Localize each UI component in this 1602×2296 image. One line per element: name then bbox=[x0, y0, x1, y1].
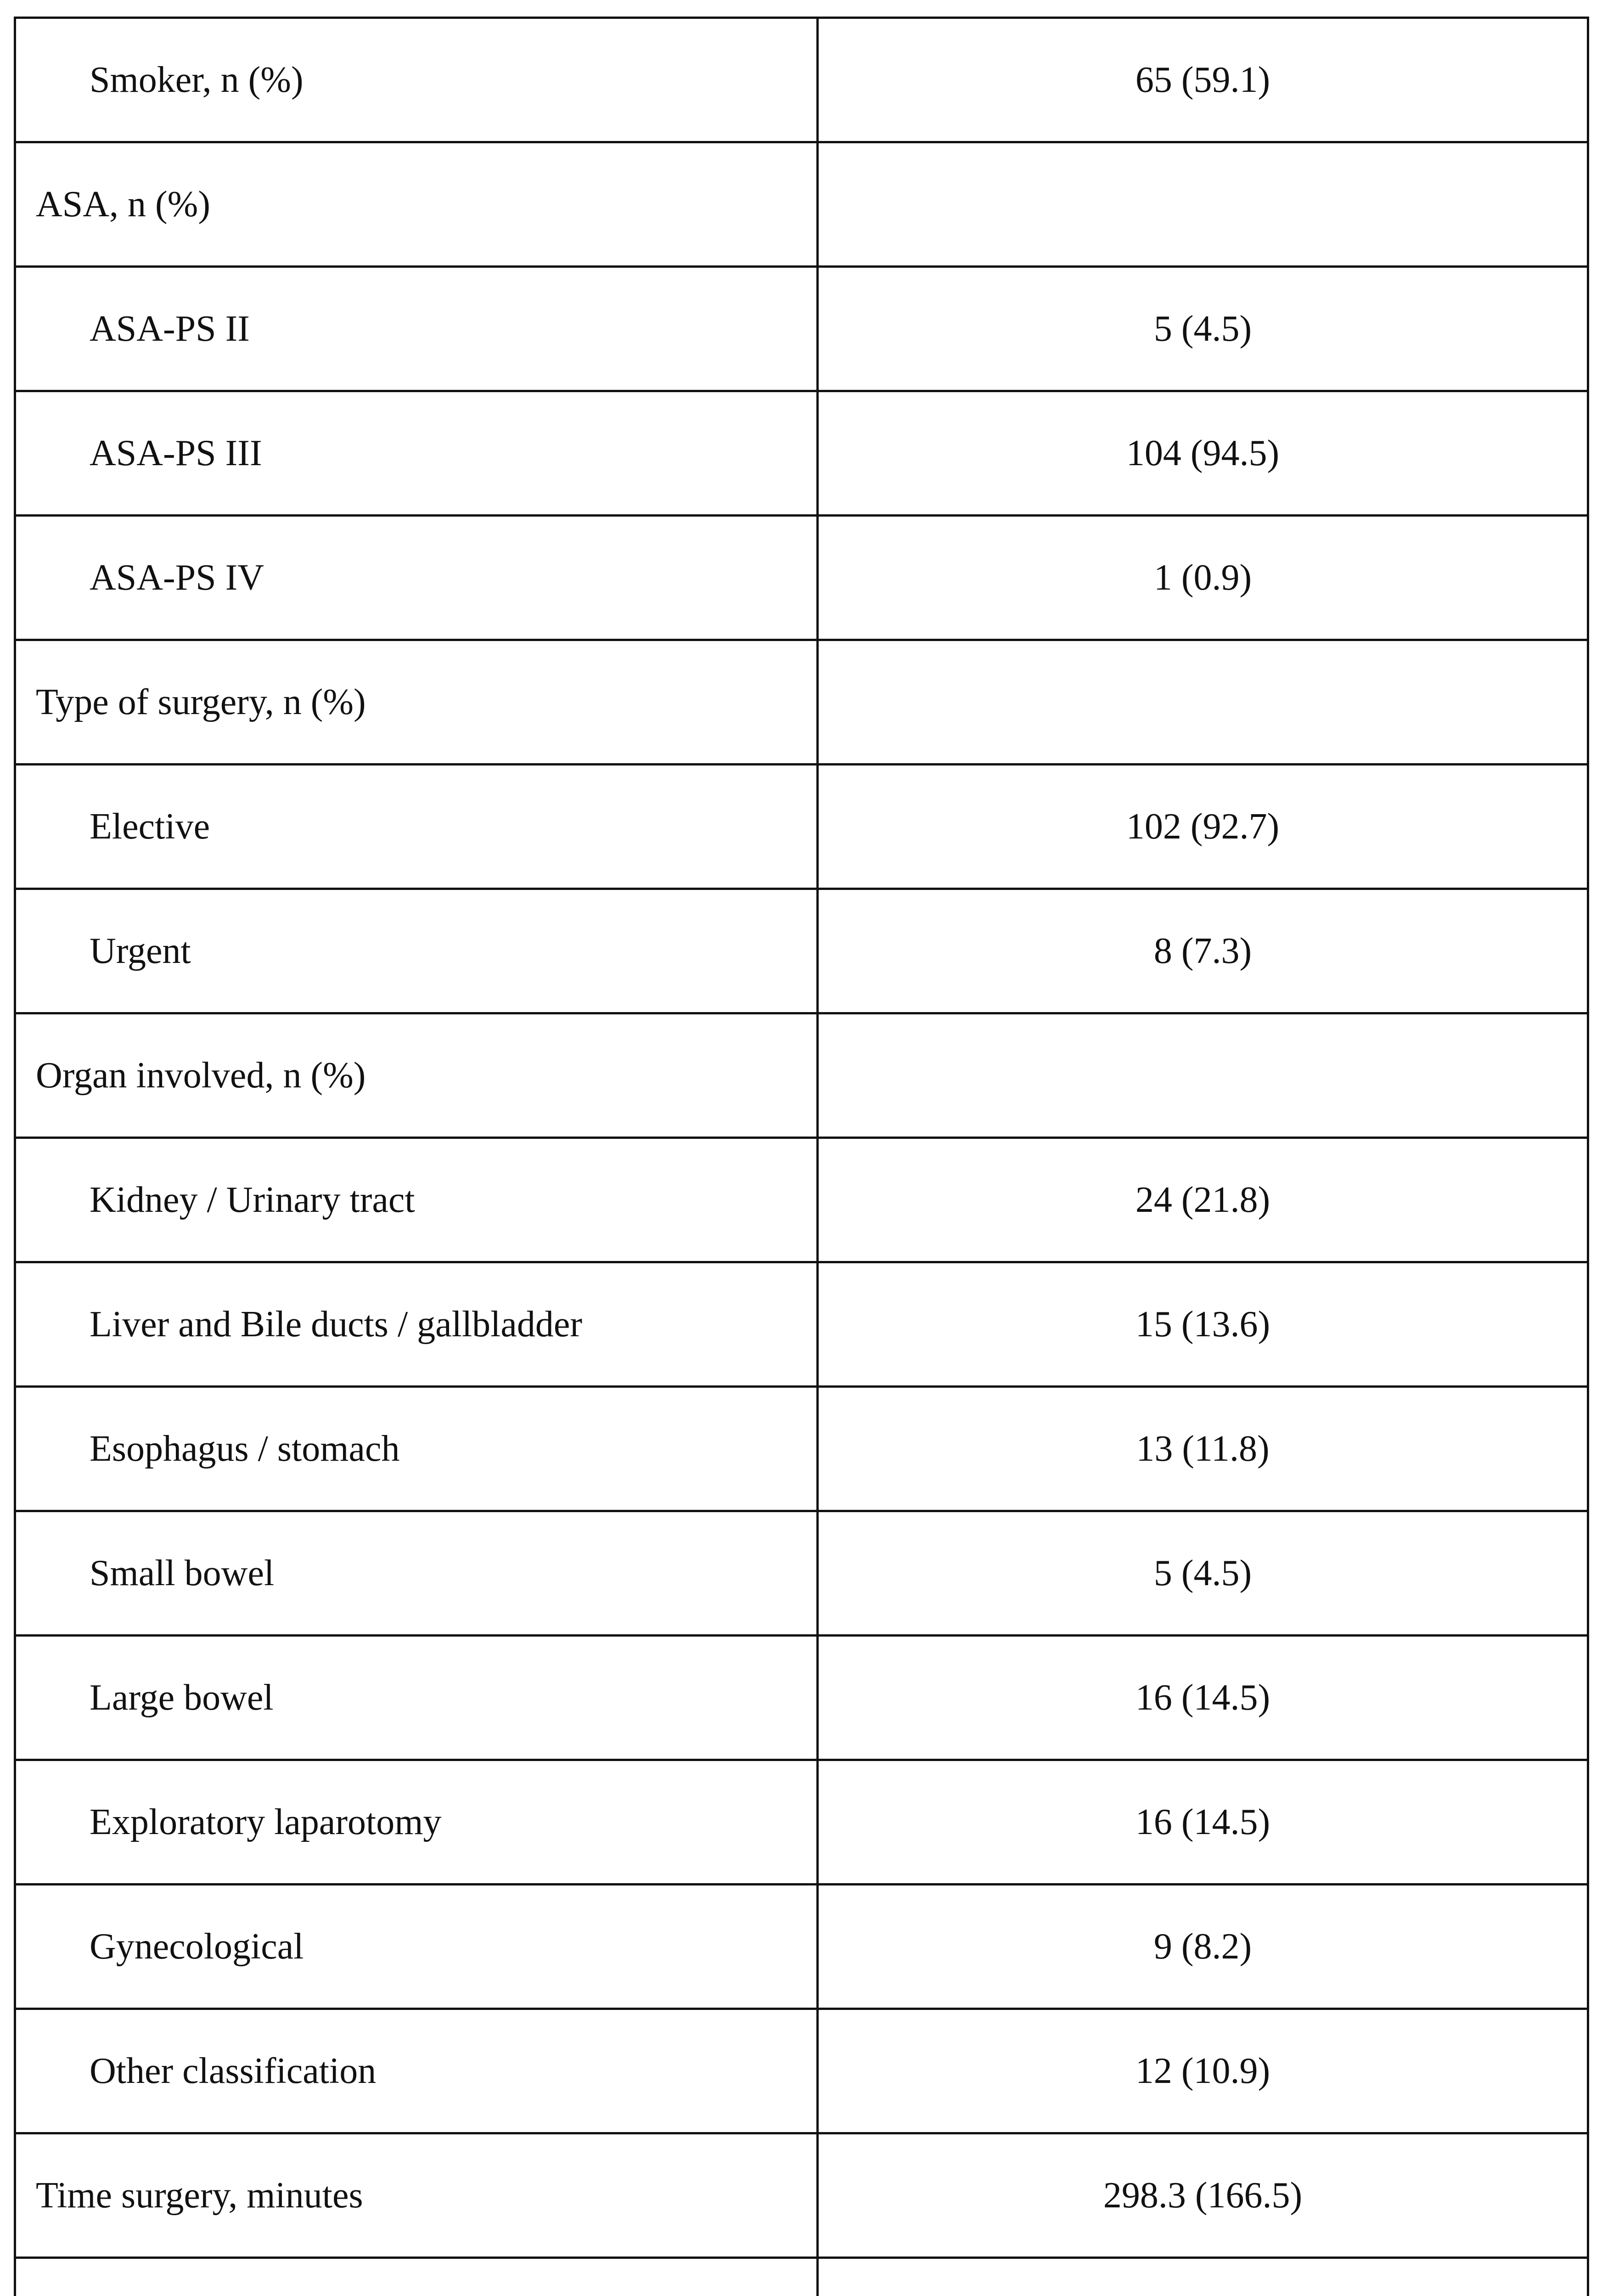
row-value bbox=[818, 1760, 1588, 1885]
row-label-subitem bbox=[15, 516, 818, 640]
table-row bbox=[15, 640, 1588, 765]
table-row bbox=[15, 142, 1588, 267]
row-value bbox=[818, 2133, 1588, 2258]
row-value bbox=[818, 142, 1588, 267]
row-label-text: Small bowel bbox=[90, 1553, 275, 1593]
row-label-text: Large bowel bbox=[90, 1677, 274, 1718]
row-label-text: Gynecological bbox=[90, 1926, 304, 1967]
row-value bbox=[818, 1262, 1588, 1387]
row-label-text: Liver and Bile ducts / gallbladder bbox=[90, 1304, 583, 1345]
row-label-subitem bbox=[15, 1138, 818, 1262]
row-label-text: ASA-PS IV bbox=[90, 557, 264, 598]
row-value bbox=[818, 391, 1588, 516]
row-value bbox=[818, 1013, 1588, 1138]
row-label-subitem bbox=[15, 1760, 818, 1885]
row-label-text: ASA-PS III bbox=[90, 433, 262, 473]
row-value-text: 102 (92.7) bbox=[1126, 806, 1280, 847]
row-label-text: Elective bbox=[90, 806, 210, 847]
table-row bbox=[15, 516, 1588, 640]
row-label-text: Urgent bbox=[90, 930, 191, 971]
table-row bbox=[15, 1262, 1588, 1387]
row-label-category bbox=[15, 2133, 818, 2258]
table-body bbox=[15, 18, 1588, 2296]
row-value bbox=[818, 2258, 1588, 2296]
row-label-text: ASA, n (%) bbox=[36, 184, 210, 225]
table-row bbox=[15, 2009, 1588, 2133]
row-value bbox=[818, 1511, 1588, 1636]
row-label-text: ASA-PS II bbox=[90, 308, 250, 349]
row-value-text: 13 (11.8) bbox=[1136, 1428, 1270, 1469]
table-row bbox=[15, 391, 1588, 516]
row-label-subitem bbox=[15, 889, 818, 1013]
row-label-category bbox=[15, 640, 818, 765]
row-value bbox=[818, 516, 1588, 640]
row-value-text: 16 (14.5) bbox=[1135, 1801, 1270, 1842]
row-value-text: 65 (59.1) bbox=[1135, 59, 1270, 100]
row-value-text: 298.3 (166.5) bbox=[1103, 2175, 1303, 2216]
table-row bbox=[15, 1511, 1588, 1636]
row-label-subitem bbox=[15, 765, 818, 889]
row-value-text: 5 (4.5) bbox=[1153, 1553, 1252, 1593]
row-value-text: 8 (7.3) bbox=[1153, 930, 1252, 971]
row-label-category bbox=[15, 142, 818, 267]
table-row bbox=[15, 267, 1588, 391]
row-label-subitem bbox=[15, 1636, 818, 1760]
row-value bbox=[818, 889, 1588, 1013]
table-row bbox=[15, 1636, 1588, 1760]
row-label-text: Exploratory laparotomy bbox=[90, 1801, 442, 1842]
table-row bbox=[15, 1138, 1588, 1262]
row-label-subitem bbox=[15, 18, 818, 142]
row-value-text: 24 (21.8) bbox=[1135, 1179, 1270, 1220]
patient-characteristics-table bbox=[14, 17, 1589, 2296]
row-label-subitem bbox=[15, 1511, 818, 1636]
row-value-text: 16 (14.5) bbox=[1135, 1677, 1270, 1718]
table-row bbox=[15, 1013, 1588, 1138]
row-value bbox=[818, 1636, 1588, 1760]
row-value bbox=[818, 1885, 1588, 2009]
row-label-subitem bbox=[15, 2009, 818, 2133]
row-value bbox=[818, 1387, 1588, 1511]
table-row bbox=[15, 18, 1588, 142]
row-value bbox=[818, 2009, 1588, 2133]
row-label-text: Esophagus / stomach bbox=[90, 1428, 400, 1469]
table-row bbox=[15, 889, 1588, 1013]
table-row bbox=[15, 2258, 1588, 2296]
row-label-category bbox=[15, 2258, 818, 2296]
row-label-subitem bbox=[15, 267, 818, 391]
row-value bbox=[818, 640, 1588, 765]
table-row bbox=[15, 1760, 1588, 1885]
row-label-subitem bbox=[15, 1387, 818, 1511]
row-value bbox=[818, 765, 1588, 889]
table-row bbox=[15, 1387, 1588, 1511]
table-row bbox=[15, 765, 1588, 889]
row-label-text: Type of surgery, n (%) bbox=[36, 681, 366, 722]
row-label-text: Organ involved, n (%) bbox=[36, 1055, 366, 1096]
row-label-category bbox=[15, 1013, 818, 1138]
row-value-text: 9 (8.2) bbox=[1153, 1926, 1252, 1967]
row-label-subitem bbox=[15, 391, 818, 516]
row-value bbox=[818, 1138, 1588, 1262]
row-label-text: Kidney / Urinary tract bbox=[90, 1179, 415, 1220]
row-value-text: 104 (94.5) bbox=[1126, 433, 1280, 473]
row-label-subitem bbox=[15, 1885, 818, 2009]
row-label-text: Other classification bbox=[90, 2050, 377, 2091]
table-row bbox=[15, 2133, 1588, 2258]
row-label-text: Time surgery, minutes bbox=[36, 2175, 363, 2216]
table-row bbox=[15, 1885, 1588, 2009]
row-value bbox=[818, 18, 1588, 142]
row-label-subitem bbox=[15, 1262, 818, 1387]
row-value-text: 5 (4.5) bbox=[1153, 308, 1252, 349]
row-value-text: 15 (13.6) bbox=[1135, 1304, 1270, 1345]
row-value-text: 12 (10.9) bbox=[1135, 2050, 1270, 2091]
row-value-text: 1 (0.9) bbox=[1153, 557, 1252, 598]
row-value bbox=[818, 267, 1588, 391]
row-label-text: Smoker, n (%) bbox=[90, 59, 304, 100]
